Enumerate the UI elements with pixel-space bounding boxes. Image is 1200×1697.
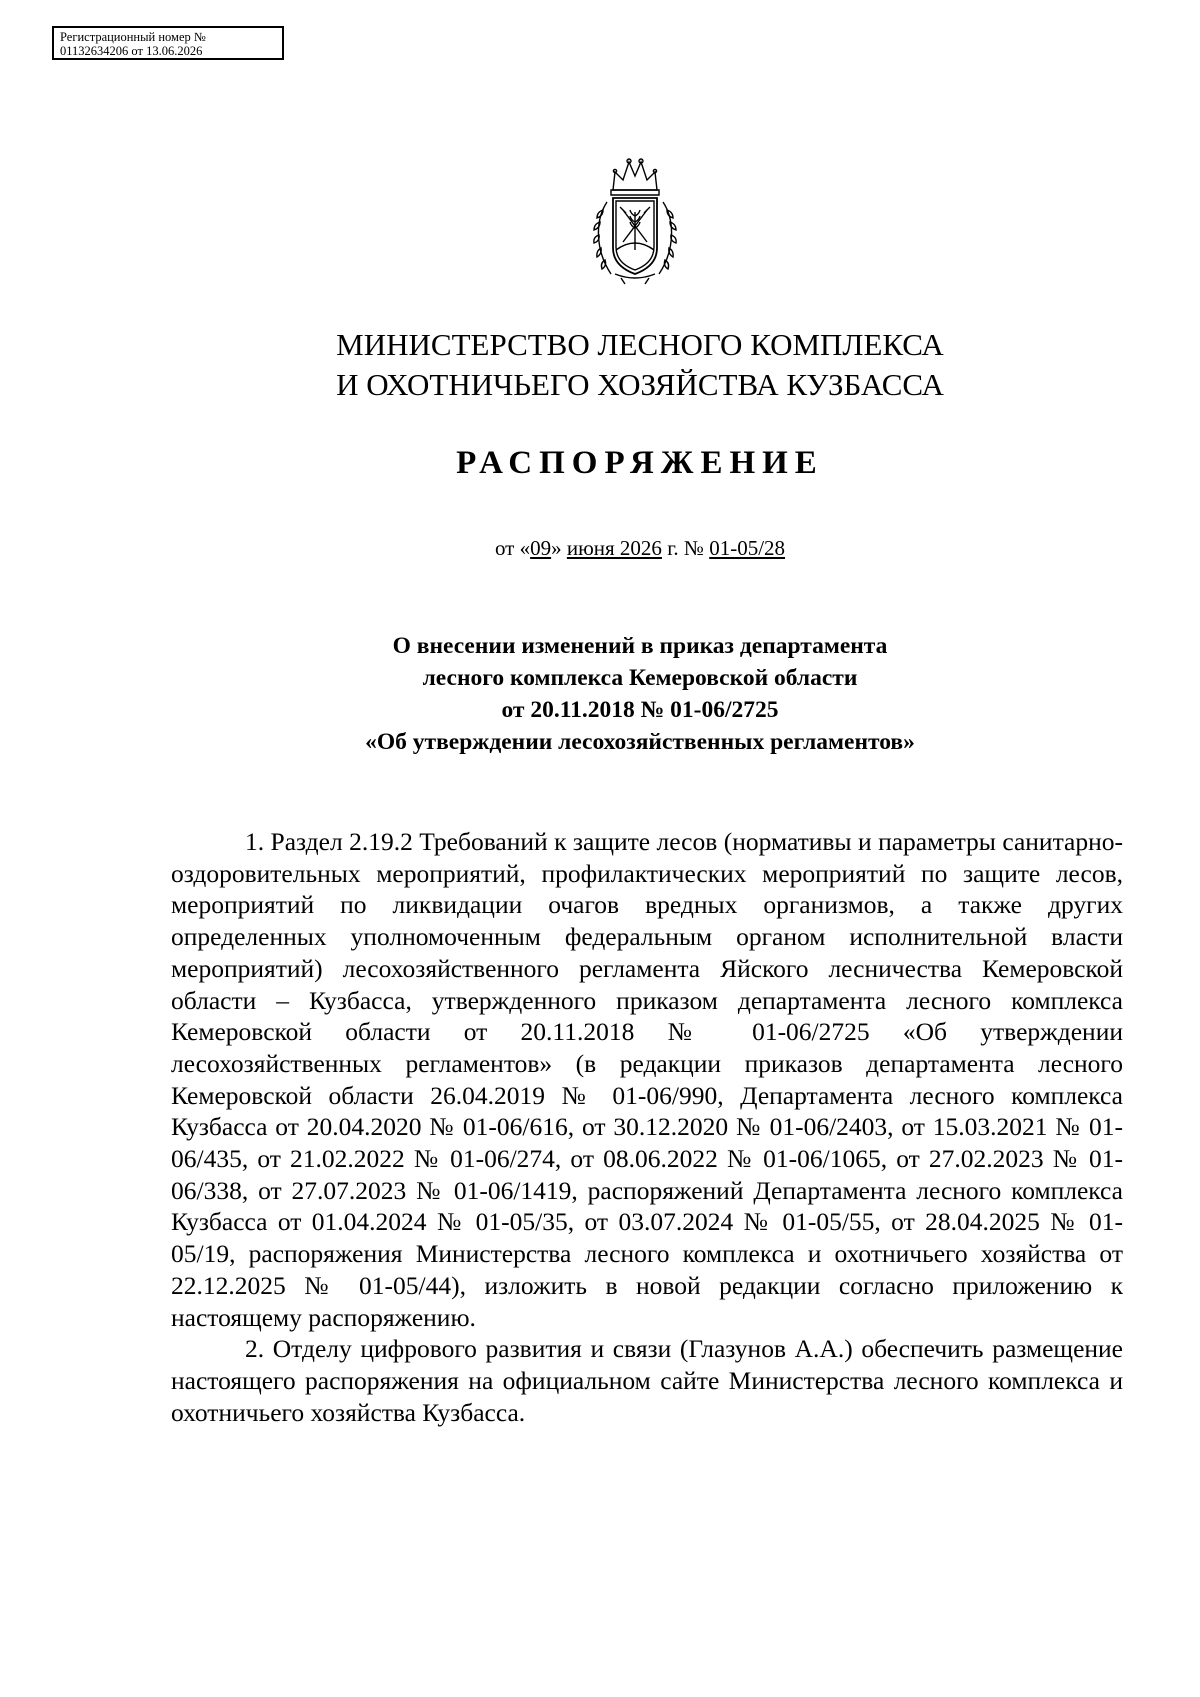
date-middle: » [551, 536, 567, 560]
subject-line1: О внесении изменений в приказ департамента [392, 633, 888, 659]
document-body [171, 826, 1123, 1428]
document-number: 01-05/28 [709, 536, 786, 560]
subject-line3: от 20.11.2018 № 01-06/2725 [501, 697, 779, 723]
date-prefix: от « [494, 536, 531, 560]
registration-stamp [52, 26, 284, 60]
date-month-year: июня 2026 [566, 536, 662, 560]
body-paragraph-1: 1. Раздел 2.19.2 Требований к защите лесов (нормативы и параметры санитарно-оздоровительных мероприятий, профилактических мероприятий по защите лесов, мероприятий по ликвидации очагов вредных организмов, а также других определенных уполномоченным федеральным органом исполнительной власти мероприятий) лесохозяйственного регламента Яйского лесничества Кемеровской области – Кузбасса, утвержденного приказом департамента лесного комплекса Кемеровской области от 20.11.2018 № 01-06/2725 «Об утверждении лесохозяйственных регламентов» (в редакции приказов департамента лесного Кемеровской области 26.04.2019 № 01-06/990, Департамента лесного комплекса Кузбасса от 20.04.2020 № 01-06/616, от 30.12.2020 № 01-06/2403, от 15.03.2021 № 01-06/435, от 21.02.2022 № 01-06/274, от 08.06.2022 № 01-06/1065, от 27.02.2023 № 01-06/338, от 27.07.2023 № 01-06/1419, распоряжений Департамента лесного комплекса Кузбасса от 01.04.2024 № 01-05/35, от 03.07.2024 № 01-05/55, от 28.04.2025 № 01-05/19, распоряжения Министерства лесного комплекса и охотничьего хозяйства от 22.12.2025 № 01-05/44), изложить в новой редакции согласно приложению к настоящему распоряжению. [171, 827, 1123, 1332]
subject-line2: лесного комплекса Кемеровской области [422, 665, 858, 691]
document-subject [0, 630, 1200, 758]
ministry-name-line2: И ОХОТНИЧЬЕГО ХОЗЯЙСТВА КУЗБАССА [336, 367, 944, 402]
registration-number: 01132634206 от 13.06.2026 [60, 44, 203, 58]
body-paragraph-2: 2. Отделу цифрового развития и связи (Глазунов А.А.) обеспечить размещение настоящего распоряжения на официальном сайте Министерства лесного комплекса и охотничьего хозяйства Кузбасса. [171, 1334, 1123, 1427]
subject-line4: «Об утверждении лесохозяйственных регламентов» [365, 729, 915, 755]
date-day: 09 [530, 536, 552, 560]
ministry-name [0, 325, 1200, 405]
ministry-name-line1: МИНИСТЕРСТВО ЛЕСНОГО КОМПЛЕКСА [336, 327, 944, 362]
document-date-number [0, 535, 1200, 561]
registration-label: Регистрационный номер № [60, 30, 206, 44]
document-type: РАСПОРЯЖЕНИЕ [456, 445, 824, 481]
date-suffix: г. № [661, 536, 710, 560]
kuzbass-coat-of-arms-icon [585, 150, 685, 290]
